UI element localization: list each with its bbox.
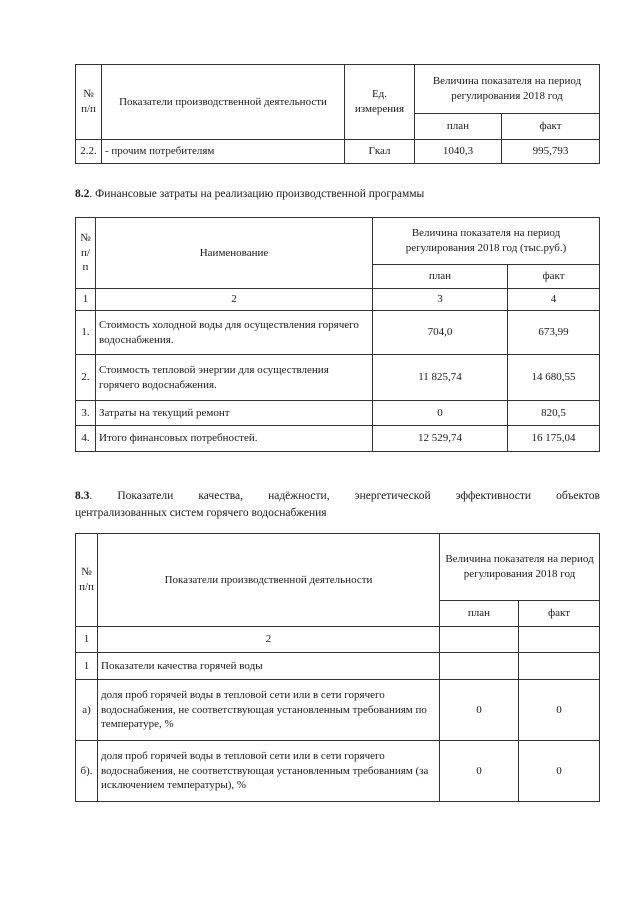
header-name: Наименование	[96, 218, 373, 289]
group-name: Показатели качества горячей воды	[98, 653, 440, 680]
col-num-3: 3	[373, 289, 508, 311]
row-plan: 12 529,74	[373, 426, 508, 452]
row-num: 4.	[76, 426, 96, 452]
section-number: 8.3	[75, 490, 90, 502]
row-plan: 704,0	[373, 311, 508, 355]
row-name: Стоимость тепловой энергии для осуществления горячего водоснабжения.	[96, 355, 373, 401]
row-fact: 0	[519, 680, 600, 741]
row-num: а)	[76, 680, 98, 741]
group-num: 1	[76, 653, 98, 680]
table-row	[76, 140, 600, 164]
section-number: 8.2	[75, 188, 90, 200]
header-fact: факт	[508, 265, 600, 289]
header-plan: план	[373, 265, 508, 289]
header-value: Величина показателя на период регулирования 2018 год	[415, 65, 600, 114]
header-indicator: Показатели производственной деятельности	[102, 65, 345, 140]
col-num-4: 4	[508, 289, 600, 311]
table-financial-costs	[75, 217, 600, 452]
row-fact: 14 680,55	[508, 355, 600, 401]
header-unit: Ед. измерения	[345, 65, 415, 140]
row-plan: 0	[440, 741, 519, 802]
header-plan: план	[440, 601, 519, 627]
col-num-1: 1	[76, 627, 98, 653]
table-quality-indicators	[75, 533, 600, 802]
col-num-2: 2	[96, 289, 373, 311]
group-row	[76, 653, 600, 680]
table-row	[76, 355, 600, 401]
row-name: - прочим потребителям	[102, 140, 345, 164]
section-title-line-2: централизованных систем горячего водоснабжения	[75, 507, 327, 520]
row-name: Затраты на текущий ремонт	[96, 401, 373, 426]
empty-cell	[519, 627, 600, 653]
column-number-row	[76, 627, 600, 653]
row-name: Стоимость холодной воды для осуществления горячего водоснабжения.	[96, 311, 373, 355]
row-fact: 0	[519, 741, 600, 802]
header-plan: план	[415, 114, 502, 140]
row-plan: 0	[373, 401, 508, 426]
table-row	[76, 401, 600, 426]
table-row	[76, 741, 600, 802]
section-title-line-1	[75, 488, 600, 505]
row-fact: 16 175,04	[508, 426, 600, 452]
row-fact: 673,99	[508, 311, 600, 355]
header-num: № п/п	[76, 534, 98, 627]
row-plan: 11 825,74	[373, 355, 508, 401]
row-name: доля проб горячей воды в тепловой сети или в сети горячего водоснабжения, не соответствующая установленным требованиям (за исключением температуры), %	[98, 741, 440, 802]
section-heading-8-2	[75, 186, 600, 203]
empty-cell	[519, 653, 600, 680]
row-name: доля проб горячей воды в тепловой сети или в сети горячего водоснабжения, не соответствующая установленным требованиям по температуре, %	[98, 680, 440, 741]
row-num: 3.	[76, 401, 96, 426]
header-fact: факт	[502, 114, 600, 140]
table-row	[76, 426, 600, 452]
section-title: . Финансовые затраты на реализацию производственной программы	[89, 188, 425, 200]
col-num-2: 2	[98, 627, 440, 653]
col-num-1: 1	[76, 289, 96, 311]
section-title-part-1: . Показатели качества, надёжности, энергетической эффективности объектов	[89, 490, 600, 502]
row-num: 2.2.	[76, 140, 102, 164]
header-value: Величина показателя на период регулирования 2018 год	[440, 534, 600, 601]
row-plan: 0	[440, 680, 519, 741]
row-fact: 820,5	[508, 401, 600, 426]
table-row	[76, 311, 600, 355]
empty-cell	[440, 653, 519, 680]
header-fact: факт	[519, 601, 600, 627]
row-name: Итого финансовых потребностей.	[96, 426, 373, 452]
row-unit: Гкал	[345, 140, 415, 164]
header-value: Величина показателя на период регулирования 2018 год (тыс.руб.)	[373, 218, 600, 265]
table-row	[76, 680, 600, 741]
header-indicator: Показатели производственной деятельности	[98, 534, 440, 627]
header-num: № п/п	[76, 218, 96, 289]
table-production-indicators	[75, 64, 600, 164]
row-num: б).	[76, 741, 98, 802]
row-plan: 1040,3	[415, 140, 502, 164]
row-fact: 995,793	[502, 140, 600, 164]
header-num: № п/п	[76, 65, 102, 140]
column-number-row	[76, 289, 600, 311]
section-heading-8-3	[75, 488, 600, 523]
row-num: 2.	[76, 355, 96, 401]
empty-cell	[440, 627, 519, 653]
row-num: 1.	[76, 311, 96, 355]
